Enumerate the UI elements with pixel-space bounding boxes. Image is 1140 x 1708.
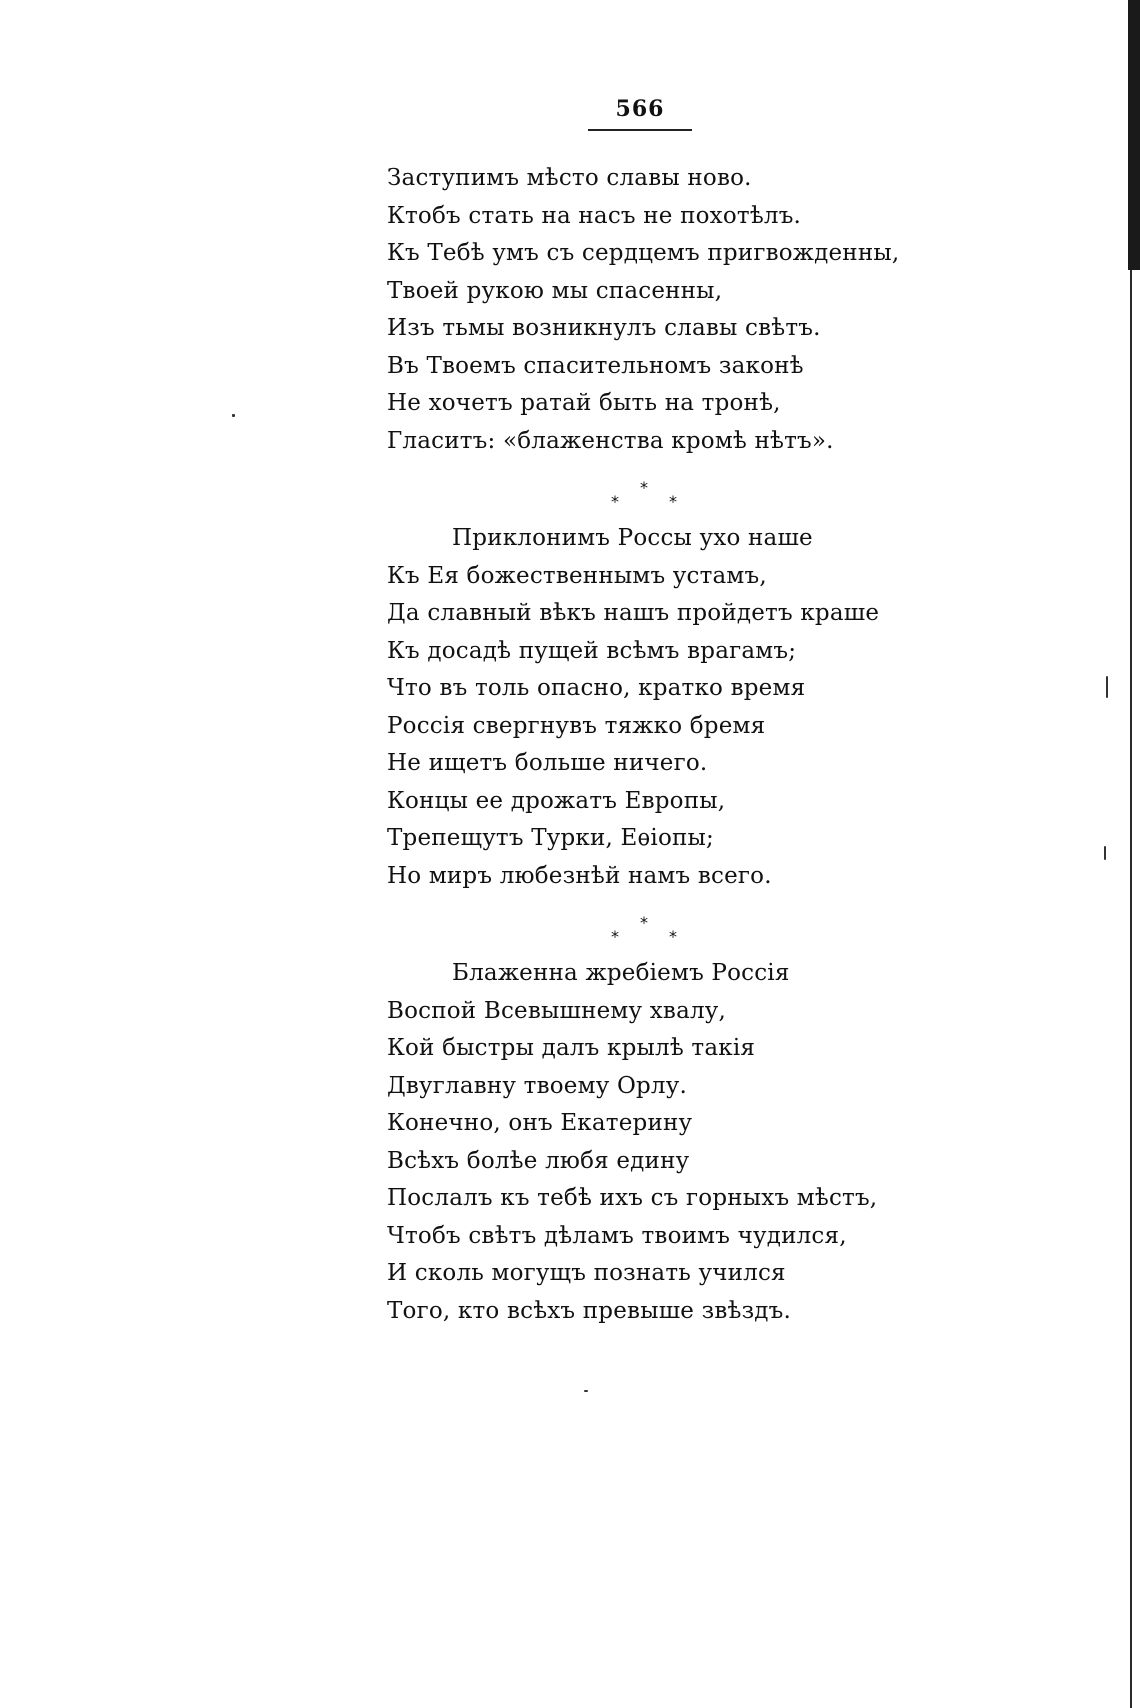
verse-line: Изъ тьмы возникнулъ славы свѣтъ. (387, 315, 821, 341)
verse-line: Гласитъ: «блаженства кромѣ нѣтъ». (387, 427, 834, 454)
verse-line: Что въ толь опасно, кратко время (387, 675, 806, 701)
scan-page-edge (1126, 0, 1140, 1708)
scan-speck (584, 1390, 588, 1392)
verse-line: Послалъ къ тебѣ ихъ съ горныхъ мѣстъ, (387, 1185, 878, 1211)
verse-line: Не ищетъ больше ничего. (387, 750, 708, 776)
verse-line: Въ Твоемъ спасительномъ законѣ (387, 352, 804, 379)
asterism-star: * (640, 913, 648, 932)
verse-line: Не хочетъ ратай быть на тронѣ, (387, 390, 781, 416)
verse-line: Къ досадѣ пущей всѣмъ врагамъ; (387, 637, 797, 664)
header-rule (588, 129, 692, 131)
verse-line: Россія свергнувъ тяжко бремя (387, 712, 766, 739)
asterism-divider (387, 895, 947, 955)
verse-line: Но миръ любезнѣй намъ всего. (387, 862, 772, 889)
scan-speck (1104, 846, 1106, 860)
asterism-star: * (611, 492, 619, 511)
verse-line: Чтобъ свѣтъ дѣламъ твоимъ чудился, (387, 1222, 847, 1249)
scan-edge-shadow (1128, 0, 1140, 270)
verse-line: Да славный вѣкъ нашъ пройдетъ краше (387, 600, 880, 626)
asterism-divider (387, 460, 947, 520)
verse-line: Всѣхъ болѣе любя едину (387, 1147, 690, 1174)
scan-speck (232, 414, 235, 417)
stanza-1 (387, 160, 947, 460)
stanza-3 (387, 955, 947, 1330)
verse-line: Къ Тебѣ умъ съ сердцемъ пригвожденны, (387, 240, 900, 266)
asterism-star: * (669, 492, 677, 511)
scan-edge-line (1130, 270, 1132, 1708)
verse-line: Блаженна жребіемъ Россія (452, 960, 790, 986)
scan-speck (1106, 676, 1108, 698)
verse-line: Концы ее дрожатъ Европы, (387, 787, 726, 814)
verse-line: Трепещутъ Турки, Еѳіопы; (387, 825, 715, 851)
verse-line: Къ Ея божественнымъ устамъ, (387, 562, 767, 589)
verse-line: Конечно, онъ Екатерину (387, 1110, 693, 1136)
asterism-star: * (640, 478, 648, 497)
verse-line: И сколь могущъ познать учился (387, 1260, 786, 1286)
asterism-star: * (669, 927, 677, 946)
asterism-star: * (611, 927, 619, 946)
verse-line: Двуглавну твоему Орлу. (387, 1072, 687, 1099)
verse-line: Того, кто всѣхъ превыше звѣздъ. (387, 1297, 792, 1324)
page-number: 566 (615, 96, 665, 122)
stanza-2 (387, 520, 947, 895)
verse-line: Ктобъ стать на насъ не похотѣлъ. (387, 202, 802, 229)
verse-line: Приклонимъ Россы ухо наше (452, 525, 813, 551)
page-header (585, 98, 695, 131)
verse-line: Кой быстры далъ крылѣ такія (387, 1035, 756, 1061)
verse-line: Воспой Всевышнему хвалу, (387, 997, 727, 1024)
poem (387, 160, 947, 1330)
verse-line: Заступимъ мѣсто славы ново. (387, 165, 752, 191)
verse-line: Твоей рукою мы спасенны, (387, 277, 723, 304)
